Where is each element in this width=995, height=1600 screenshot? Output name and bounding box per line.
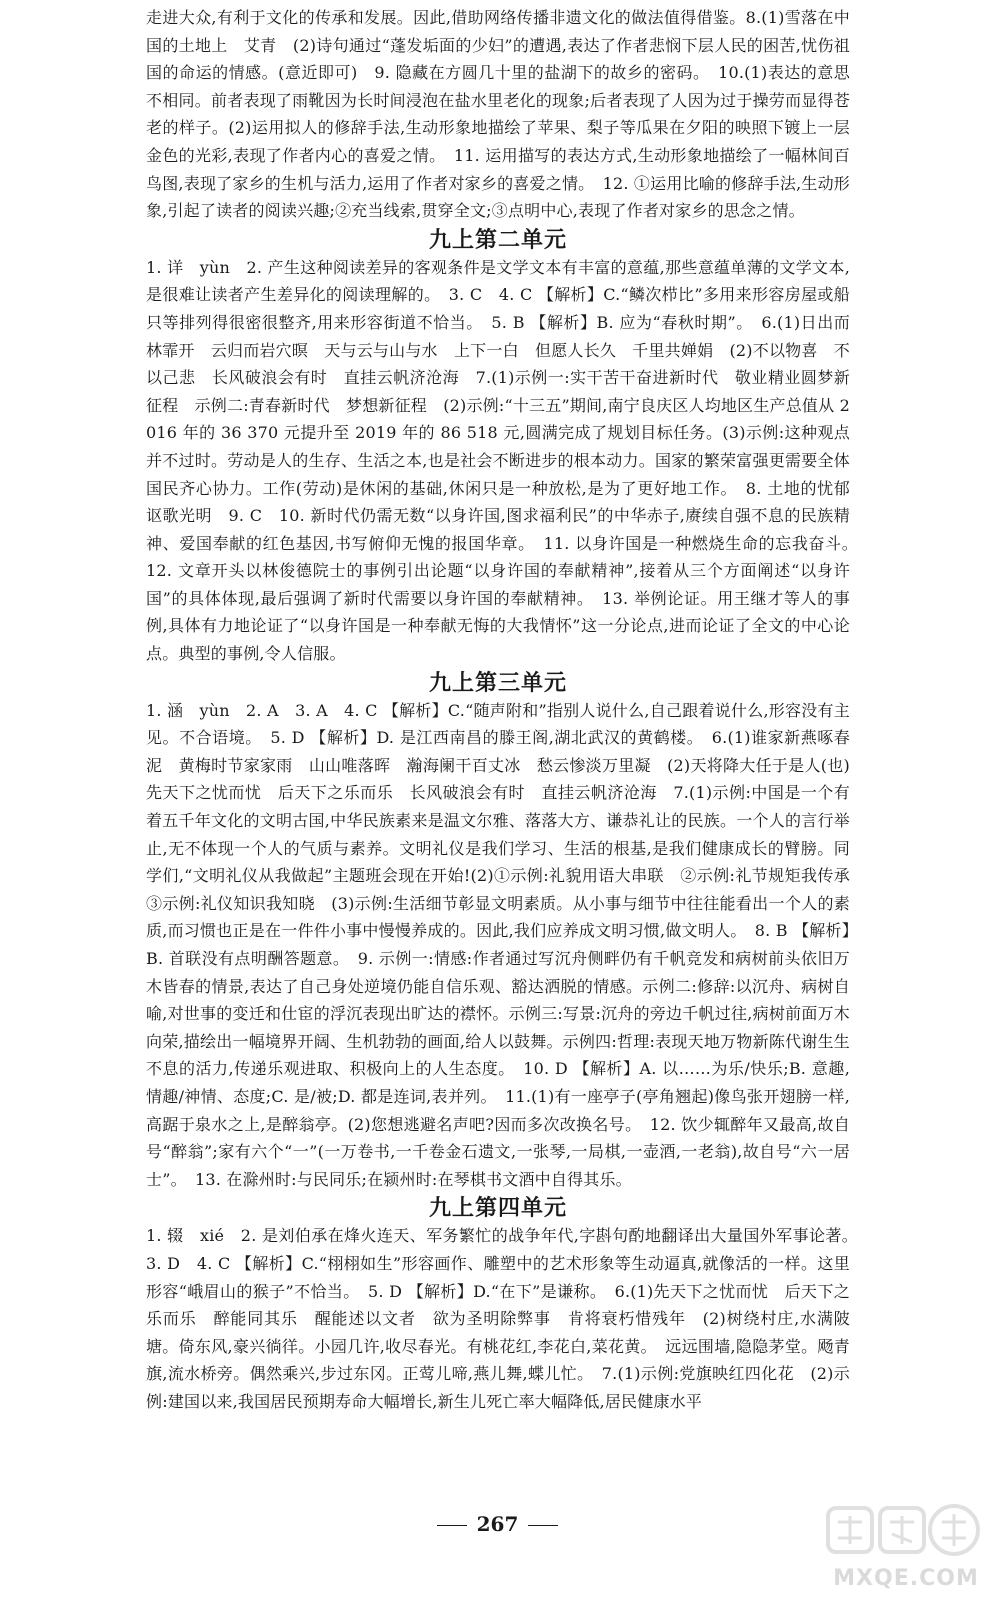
unit-4-paragraph: 1. 辍 xié 2. 是刘伯承在烽火连天、军务繁忙的战争年代,字斟句酌地翻译出大量国外军事论著。 3. D 4. C 【解析】C.“栩栩如生”形容画作、雕塑中的艺术形象等生动逼真,就像活的一样。这里形容“峨眉山的猴子”不恰当。 5. D 【解析】D.“在下”是谦称。 6.(1)先天下之忧而忧 后天下之乐而乐 醉能同其乐 醒能述以文者 欲为圣明除弊事 肯将衰朽惜残年 (2)树绕村庄,水满陂塘。倚东风,豪兴徜徉。小园几许,收尽春光。有桃花红,李花白,菜花黄。 远远围墙,隐隐茅堂。飏青旗,流水桥旁。偶然乘兴,步过东冈。正莺儿啼,燕儿舞,蝶儿忙。 7.(1)示例:党旗映红四化花 (2)示例:建国以来,我国居民预期寿命大幅增长,新生儿死亡率大幅降低,居民健康水平: [146, 1226, 867, 1411]
unit-3-paragraph: 1. 涵 yùn 2. A 3. A 4. C 【解析】C.“随声附和”指别人说什么,自己跟着说什么,形容没有主见。不合语境。 5. D 【解析】D. 是江西南昌的滕王阁,湖北武汉的黄鹤楼。 6.(1)谁家新燕啄春泥 黄梅时节家家雨 山山唯落晖 瀚海阑干百丈冰 愁云惨淡万里凝 (2)天将降大任于是人(也) 先天下之忧而忧 后天下之乐而乐 长风破浪会有时 直挂云帆济沧海 7.(1)示例:中国是一个有着五千年文化的文明古国,中华民族素来是温文尔雅、落落大方、谦恭礼让的民族。一个人的言行举止,无不体现一个人的气质与素养。文明礼仪是我们学习、生活的根基,是我们健康成长的臂膀。同学们,“文明礼仪从我做起”主题班会现在开始!(2)①示例:礼貌用语大串联 ②示例:礼节规矩我传承 ③示例:礼仪知识我知晓 (3)示例:生活细节彰显文明素质。从小事与细节中往往能看出一个人的素质,而习惯也正是在一件件小事中慢慢养成的。因此,我们应养成文明习惯,做文明人。 8. B 【解析】B. 首联没有点明酬答题意。 9. 示例一:情感:作者通过写沉舟侧畔仍有千帆竞发和病树前头依旧万木皆春的情景,表达了自己身处逆境仍能自信乐观、豁达洒脱的情感。示例二:修辞:以沉舟、病树自喻,对世事的变迁和仕宦的浮沉表现出旷达的襟怀。示例三:写景:沉舟的旁边千帆过往,病树前面万木向荣,描绘出一幅境界开阔、生机勃勃的画面,给人以鼓舞。示例四:哲理:表现天地万物新陈代谢生生不息的活力,传递乐观进取、积极向上的人生态度。 10. D 【解析】A. 以……为乐/快乐;B. 意趣,情趣/神情、态度;C. 是/被;D. 都是连词,表并列。 11.(1)有一座亭子(亭角翘起)像鸟张开翅膀一样,高踞于泉水之上,是醉翁亭。(2)您想逃避名声吧?因而多次改换名号。 12. 饮少辄醉年又最高,故自号“醉翁”;家有六个“一”(一万卷书,一千卷金石遗文,一张琴,一局棋,一壶酒,一老翁),故自号“六一居士”。 13. 在滁州时:与民同乐;在颍州时:在琴棋书文酒中自得其乐。: [146, 700, 867, 1189]
footer-dash-right: [528, 1525, 558, 1527]
footer-dash-left: [437, 1525, 467, 1527]
watermark-url: MXQE.COM: [833, 1566, 979, 1591]
unit-intro-paragraph: 走进大众,有利于文化的传承和发展。因此,借助网络传播非遗文化的做法值得借鉴。8.(1)雪落在中国的土地上 艾青 (2)诗句通过“蓬发垢面的少妇”的遭遇,表达了作者悲悯下层人民的困苦,忧伤祖国的命运的情感。(意近即可) 9. 隐藏在方圆几十里的盐湖下的故乡的密码。 10.(1)表达的意思不相同。前者表现了雨靴因为长时间浸泡在盐水里老化的现象;后者表现了人因为过于操劳而显得苍老的样子。(2)运用拟人的修辞手法,生动形象地描绘了苹果、梨子等瓜果在夕阳的映照下镀上一层金色的光彩,表现了作者内心的喜爱之情。 11. 运用描写的表达方式,生动形象地描绘了一幅林间百鸟图,表现了家乡的生机与活力,运用了作者对家乡的喜爱之情。 12. ①运用比喻的修辞手法,生动形象,引起了读者的阅读兴趣;②充当线索,贯穿全文;③点明中心,表现了作者对家乡的思念之情。: [146, 8, 850, 221]
unit-2-paragraph: 1. 详 yùn 2. 产生这种阅读差异的客观条件是文学文本有丰富的意蕴,那些意蕴单薄的文学文本,是很难让读者产生差异化的阅读理解的。 3. C 4. C 【解析】C.“鳞次栉比”多用来形容房屋或船只等排列得很密很整齐,用来形容街道不恰当。 5. B 【解析】B. 应为“春秋时期”。 6.(1)日出而林霏开 云归而岩穴暝 天与云与山与水 上下一白 但愿人长久 千里共婵娟 (2)不以物喜 不以己悲 长风破浪会有时 直挂云帆济沧海 7.(1)示例一:实干苦干奋进新时代 敬业精业圆梦新征程 示例二:青春新时代 梦想新征程 (2)示例:“十三五”期间,南宁良庆区人均地区生产总值从 2016 年的 36 370 元提升至 2019 年的 86 518 元,圆满完成了规划目标任务。(3)示例:这种观点并不过时。劳动是人的生存、生活之本,也是社会不断进步的根本动力。国家的繁荣富强更需要全体国民齐心协力。工作(劳动)是休闲的基础,休闲只是一种放松,是为了更好地工作。 8. 土地的忧郁 讴歌光明 9. C 10. 新时代仍需无数“以身许国,图求福利民”的中华赤子,赓续自强不息的民族精神、爱国奉献的红色基因,书写俯仰无愧的报国华章。 11. 以身许国是一种燃烧生命的忘我奋斗。 12. 文章开头以林俊德院士的事例引出论题“以身许国的奉献精神”,接着从三个方面阐述“以身许国”的具体体现,最后强调了新时代需要以身许国的奉献精神。 13. 举例论证。用王继才等人的事例,具体有力地论证了“以身许国是一种奉献无悔的大我情怀”这一分论点,进而论证了全文的中心论点。典型的事例,令人信服。: [146, 257, 867, 664]
page-number: 267: [476, 1512, 519, 1536]
unit-heading-3: 九上第三单元: [428, 669, 567, 696]
unit-heading-4: 九上第四单元: [428, 1195, 567, 1222]
unit-heading-2: 九上第二单元: [428, 226, 567, 253]
answer-content: [146, 4, 867, 1416]
site-watermark: [818, 1500, 988, 1595]
watermark-seal-icon: [818, 1500, 988, 1570]
